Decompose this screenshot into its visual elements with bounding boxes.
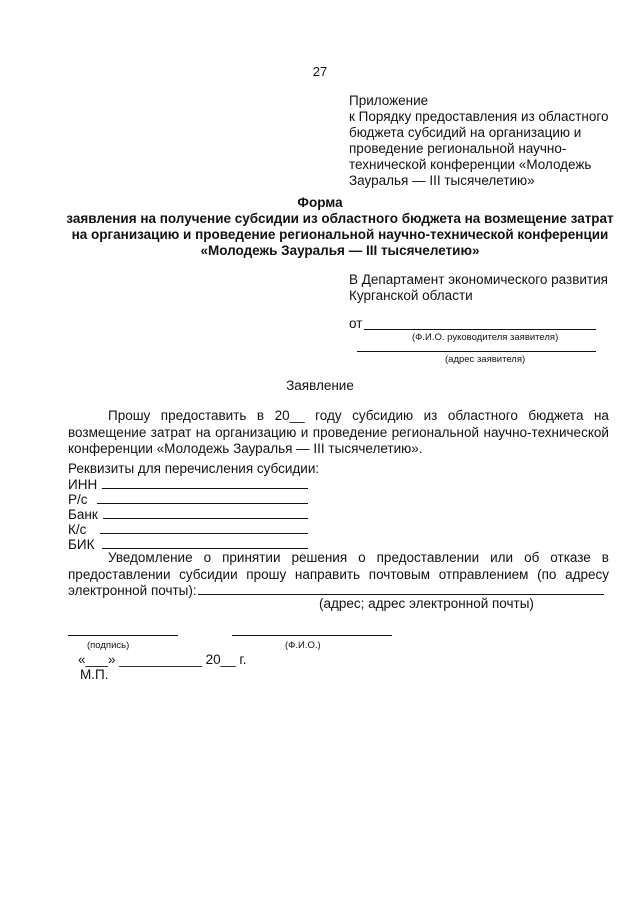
corr-account-input-line[interactable] bbox=[100, 533, 308, 534]
word: затрат bbox=[150, 424, 192, 440]
notification-line: электронной почты): bbox=[68, 583, 197, 598]
word: в bbox=[256, 408, 265, 423]
appendix-line: к Порядку предоставления из областного bbox=[349, 109, 609, 124]
word: областного bbox=[447, 408, 518, 423]
field-inn bbox=[68, 477, 97, 492]
word: об bbox=[524, 550, 540, 565]
addressee-block bbox=[349, 272, 608, 304]
appendix-line: технической конференции «Молодежь bbox=[349, 157, 592, 172]
word: на bbox=[195, 424, 211, 440]
word: году bbox=[315, 408, 342, 423]
word: субсидию bbox=[352, 408, 414, 423]
stamp-placeholder: М.П. bbox=[80, 667, 109, 682]
field-label: К/с bbox=[68, 522, 87, 537]
word: отправлением bbox=[438, 566, 529, 582]
appendix-line: бюджета субсидий на организацию и bbox=[349, 125, 582, 140]
word: научно-технической bbox=[483, 424, 609, 440]
applicant-address-caption: (адрес заявителя) bbox=[445, 354, 526, 365]
field-bank bbox=[68, 507, 98, 522]
word: отказе bbox=[550, 550, 591, 565]
word: о bbox=[203, 550, 212, 565]
word: решения bbox=[291, 550, 348, 565]
signer-name-caption: (Ф.И.О.) bbox=[285, 640, 321, 651]
word: Уведомление bbox=[108, 550, 193, 565]
addressee-line: Курганской области bbox=[349, 288, 473, 303]
word: организацию bbox=[215, 424, 297, 440]
notification-line bbox=[68, 550, 609, 567]
word: региональной bbox=[391, 424, 480, 440]
appendix-note bbox=[349, 93, 609, 189]
word: направить bbox=[294, 566, 361, 582]
bik-input-line[interactable] bbox=[102, 548, 308, 549]
bank-input-line[interactable] bbox=[103, 518, 308, 519]
year-blank: 20__ bbox=[274, 408, 305, 423]
appendix-line: проведение региональной научно- bbox=[349, 141, 567, 156]
word: возмещение bbox=[68, 424, 147, 440]
field-account bbox=[68, 492, 88, 507]
word: почтовым bbox=[368, 566, 431, 582]
word: из bbox=[423, 408, 438, 423]
word: предоставлении bbox=[68, 566, 171, 582]
word: Прошу bbox=[108, 408, 151, 423]
word: в bbox=[601, 550, 609, 565]
appendix-line: Зауралья — III тысячелетию» bbox=[349, 173, 535, 188]
field-label: БИК bbox=[68, 537, 95, 552]
statement-heading: Заявление bbox=[286, 378, 354, 393]
field-label: Банк bbox=[68, 507, 98, 522]
form-subtitle bbox=[60, 211, 620, 259]
word: адресу bbox=[565, 566, 609, 582]
form-title: Форма bbox=[297, 195, 343, 210]
email-address-line[interactable] bbox=[198, 594, 604, 595]
applicant-name-line[interactable] bbox=[364, 329, 596, 330]
form-subtitle-line: на организацию и проведение региональной научно-технической конференции bbox=[71, 227, 609, 242]
word: предоставить bbox=[160, 408, 247, 423]
word: субсидии bbox=[179, 566, 238, 582]
word: предоставлении bbox=[376, 550, 480, 565]
appendix-line: Приложение bbox=[349, 93, 429, 108]
word: прошу bbox=[246, 566, 287, 582]
requisites-label: Реквизиты для перечисления субсидии: bbox=[68, 461, 320, 476]
field-label: ИНН bbox=[68, 477, 98, 492]
word: или bbox=[490, 550, 514, 565]
addressee-line: В Департамент экономического развития bbox=[349, 272, 608, 287]
signer-name-line[interactable] bbox=[232, 635, 392, 636]
word: (по bbox=[537, 566, 557, 582]
notification-line bbox=[68, 567, 609, 584]
email-address-caption: (адрес; адрес электронной почты) bbox=[319, 596, 534, 611]
field-corr-account bbox=[68, 522, 86, 537]
statement-line bbox=[68, 425, 609, 442]
word: и bbox=[300, 424, 309, 440]
word: на bbox=[593, 408, 609, 423]
statement-text bbox=[68, 408, 609, 458]
signature-line[interactable] bbox=[68, 635, 178, 636]
word: принятии bbox=[222, 550, 281, 565]
inn-input-line[interactable] bbox=[102, 488, 308, 489]
account-input-line[interactable] bbox=[97, 503, 308, 504]
form-subtitle-line: заявления на получение субсидии из областного бюджета на возмещение затрат bbox=[66, 211, 614, 226]
from-label: от bbox=[349, 316, 363, 331]
word: о bbox=[358, 550, 366, 565]
signature-caption: (подпись) bbox=[87, 640, 130, 651]
form-subtitle-line: «Молодежь Зауралья — III тысячелетию» bbox=[200, 243, 480, 258]
applicant-name-caption: (Ф.И.О. руководителя заявителя) bbox=[412, 332, 559, 343]
statement-line: конференции «Молодежь Зауралья — III тысячелетию». bbox=[68, 441, 423, 456]
page-number: 27 bbox=[312, 64, 328, 79]
applicant-address-line[interactable] bbox=[357, 351, 596, 352]
word: проведение bbox=[312, 424, 388, 440]
field-label: Р/с bbox=[68, 492, 88, 507]
word: бюджета bbox=[528, 408, 584, 423]
notification-text bbox=[68, 550, 609, 600]
signature-date: «___» ___________ 20__ г. bbox=[78, 652, 247, 667]
statement-line bbox=[68, 408, 609, 425]
